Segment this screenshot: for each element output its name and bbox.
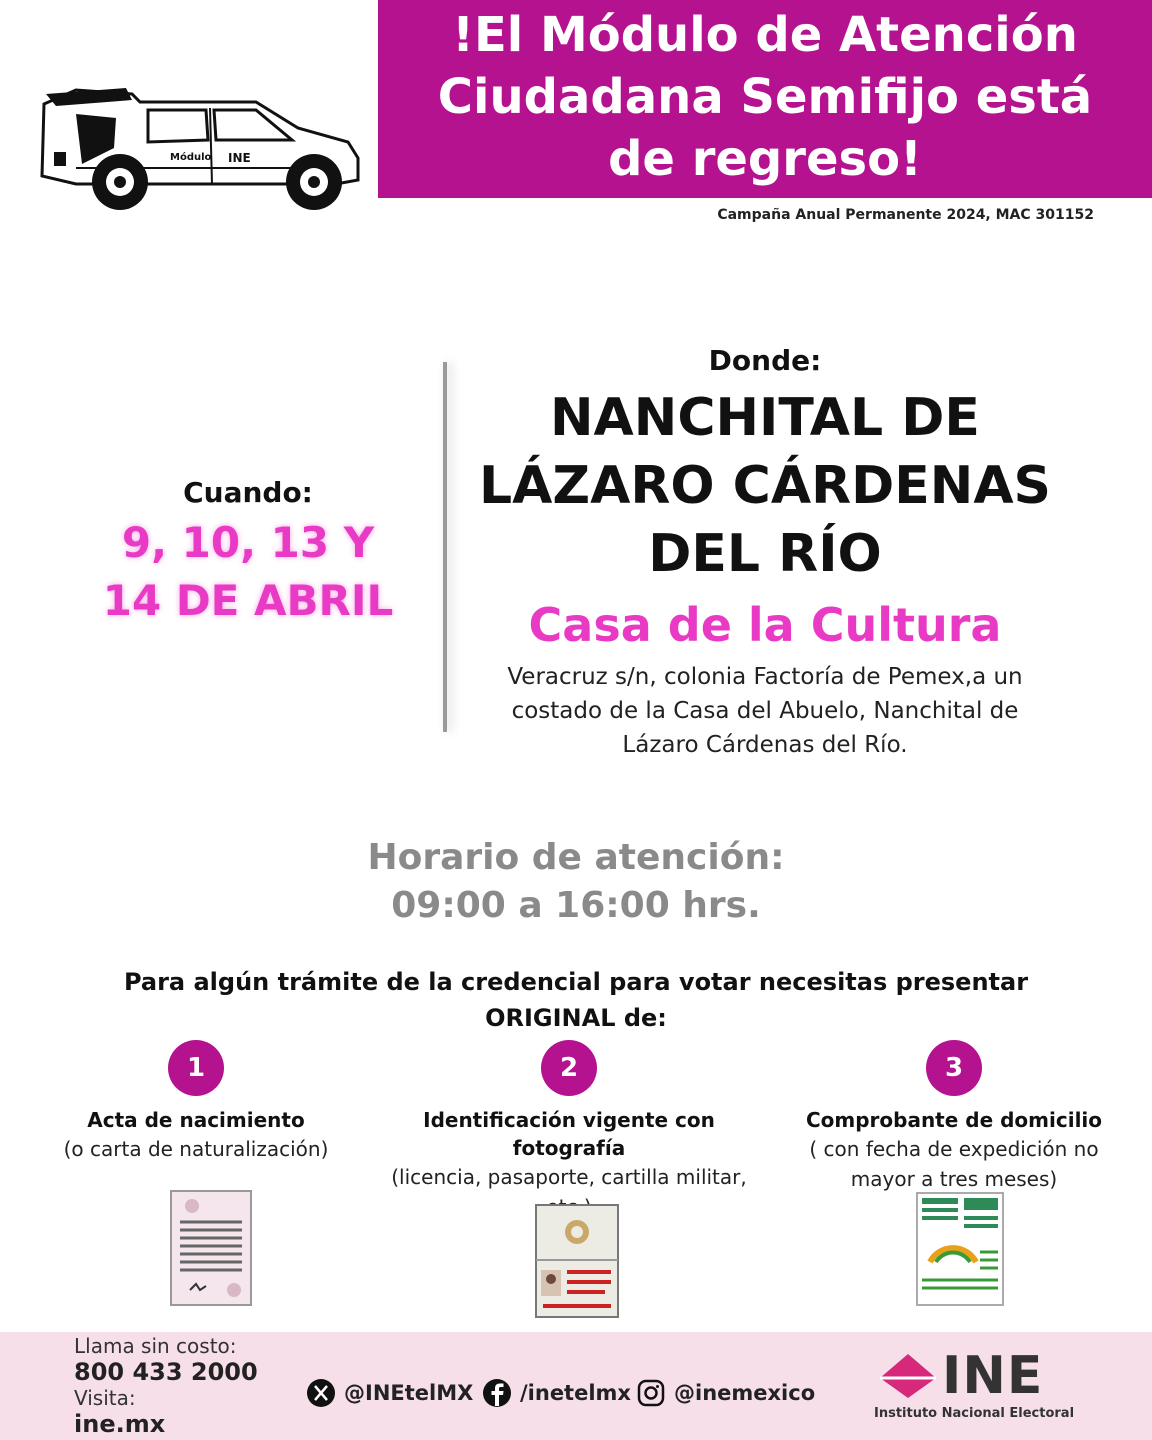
event-dates-line-2: 14 DE ABRIL: [102, 576, 394, 625]
facebook-icon: [482, 1378, 512, 1408]
requirement-item-proof-of-address: [796, 1040, 1112, 1194]
requirement-desc-line: (o carta de naturalización): [63, 1137, 329, 1161]
utility-bill-icon: [916, 1192, 1004, 1306]
instagram-icon: [636, 1378, 666, 1408]
place-name-line-1: NANCHITAL DE: [550, 388, 980, 448]
address-line-3: Lázaro Cárdenas del Río.: [622, 732, 908, 758]
requirements-line-2: ORIGINAL de:: [485, 1004, 667, 1032]
requirement-desc-line: (licencia, pasaporte, cartilla militar,: [391, 1165, 747, 1189]
requirement-desc-line: mayor a tres meses): [850, 1167, 1058, 1191]
schedule-label: Horario de atención:: [367, 837, 785, 878]
event-dates: [66, 514, 430, 630]
venue-address: [470, 660, 1060, 762]
where-label: Donde:: [708, 344, 822, 377]
social-x[interactable]: [306, 1378, 473, 1408]
requirement-title: Identificación vigente con fotografía: [423, 1108, 715, 1160]
requirement-item-birth-certificate: [50, 1040, 342, 1164]
place-name-line-3: DEL RÍO: [648, 524, 882, 584]
truck-module-label: Módulo: [170, 152, 212, 163]
banner-title-line-3: de regreso!: [608, 131, 922, 187]
social-handle: @inemexico: [674, 1381, 816, 1405]
requirement-item-photo-id: [364, 1040, 774, 1222]
step-number-badge: 2: [541, 1040, 597, 1096]
requirement-title: Comprobante de domicilio: [805, 1108, 1103, 1132]
place-name-line-2: LÁZARO CÁRDENAS: [478, 456, 1052, 516]
call-label: Llama sin costo:: [74, 1334, 237, 1358]
place-name: [448, 384, 1082, 588]
truck-brand-label: INE: [228, 151, 251, 165]
banner-title-line-2: Ciudadana Semifijo está: [437, 69, 1093, 125]
step-number-badge: 3: [926, 1040, 982, 1096]
visit-label: Visita:: [74, 1386, 136, 1410]
social-facebook[interactable]: [482, 1378, 631, 1408]
x-icon: [306, 1378, 336, 1408]
ine-logo: [872, 1346, 1092, 1428]
campaign-caption: Campaña Anual Permanente 2024, MAC 301152: [717, 207, 1094, 223]
passport-icon: [535, 1204, 619, 1318]
ine-diamond-icon: [876, 1352, 940, 1400]
schedule: [200, 834, 952, 930]
contact-info: [74, 1333, 258, 1437]
address-line-2: costado de la Casa del Abuelo, Nanchital de: [511, 698, 1019, 724]
phone-number[interactable]: 800 433 2000: [74, 1358, 258, 1386]
truck-illustration: [36, 84, 378, 214]
address-line-1: Veracruz s/n, colonia Factoría de Pemex,a un: [507, 664, 1023, 690]
requirements-line-1: Para algún trámite de la credencial para votar necesitas presentar: [123, 968, 1029, 996]
event-dates-line-1: 9, 10, 13 Y: [121, 518, 375, 567]
header-banner: [378, 0, 1152, 198]
schedule-hours: 09:00 a 16:00 hrs.: [391, 885, 761, 926]
step-number-badge: 1: [168, 1040, 224, 1096]
requirement-title: Acta de nacimiento: [87, 1108, 305, 1132]
when-label: Cuando:: [183, 476, 313, 509]
ine-logo-subtitle: Instituto Nacional Electoral: [874, 1406, 1075, 1421]
ine-logo-word: INE: [942, 1346, 1044, 1406]
social-handle: @INEtelMX: [344, 1381, 474, 1405]
social-instagram[interactable]: [636, 1378, 815, 1408]
requirements-heading: [76, 964, 1076, 1036]
social-handle: /inetelmx: [520, 1381, 631, 1405]
requirement-desc-line: ( con fecha de expedición no: [809, 1137, 1099, 1161]
venue-name: Casa de la Cultura: [528, 598, 1002, 652]
banner-title-line-1: !El Módulo de Atención: [452, 7, 1078, 63]
birth-certificate-icon: [170, 1190, 252, 1306]
website-link[interactable]: ine.mx: [74, 1410, 166, 1438]
vertical-divider: [443, 362, 447, 732]
